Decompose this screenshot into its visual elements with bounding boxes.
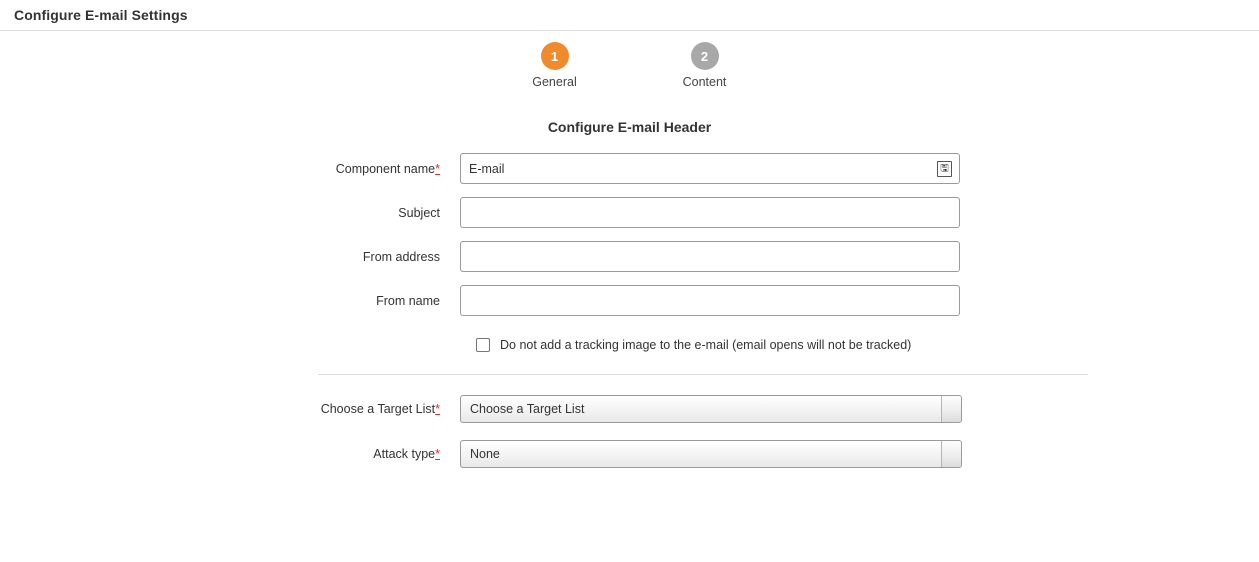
row-attack-type: [0, 440, 1259, 468]
step-label-general: General: [532, 75, 577, 89]
step-label-content: Content: [682, 75, 727, 89]
subject-input[interactable]: [460, 197, 960, 228]
field-wrap-from-name: [460, 285, 960, 316]
required-marker-target-list: *: [435, 402, 440, 416]
required-marker-component-name: *: [435, 161, 440, 176]
step-number-1: 1: [541, 42, 569, 70]
attack-type-select[interactable]: [460, 440, 962, 468]
row-from-name: [0, 285, 1259, 316]
field-wrap-subject: [460, 197, 960, 228]
email-settings-form: [0, 153, 1259, 468]
label-target-list: [0, 402, 460, 416]
wizard-steps: [0, 42, 1259, 89]
window-titlebar: [0, 0, 1259, 31]
row-component-name: [0, 153, 1259, 184]
label-component-name-text: Component name: [335, 161, 436, 176]
tracking-image-checkbox[interactable]: [476, 338, 490, 352]
step-number-2: 2: [691, 42, 719, 70]
label-subject: Subject: [398, 205, 440, 220]
chevron-down-icon[interactable]: [941, 396, 961, 422]
from-name-input[interactable]: [460, 285, 960, 316]
field-wrap-component-name: [460, 153, 960, 184]
row-from-address: [0, 241, 1259, 272]
wizard-step-general[interactable]: [505, 42, 605, 89]
wizard-step-content[interactable]: [655, 42, 755, 89]
label-attack-type: [0, 447, 460, 461]
component-name-input[interactable]: [460, 153, 960, 184]
row-target-list: [0, 395, 1259, 423]
row-subject: [0, 197, 1259, 228]
field-wrap-from-address: [460, 241, 960, 272]
page-title: Configure E-mail Settings: [14, 7, 188, 23]
target-list-select[interactable]: [460, 395, 962, 423]
from-address-input[interactable]: [460, 241, 960, 272]
label-attack-type-text: Attack type: [373, 447, 436, 461]
label-from-name: From name: [376, 293, 440, 308]
tracking-image-label: Do not add a tracking image to the e-mail (email opens will not be tracked): [500, 338, 912, 352]
required-marker-attack-type: *: [435, 447, 440, 461]
target-list-select-value: Choose a Target List: [460, 395, 962, 423]
section-divider: [318, 374, 1088, 375]
save-icon[interactable]: 🖫: [937, 161, 952, 177]
chevron-down-icon[interactable]: [941, 441, 961, 467]
row-tracking-image: [0, 338, 1259, 352]
form-heading: Configure E-mail Header: [547, 119, 712, 135]
label-from-address: From address: [362, 249, 440, 264]
attack-type-select-value: None: [460, 440, 962, 468]
label-target-list-text: Choose a Target List: [320, 402, 436, 416]
label-component-name: [0, 162, 460, 176]
